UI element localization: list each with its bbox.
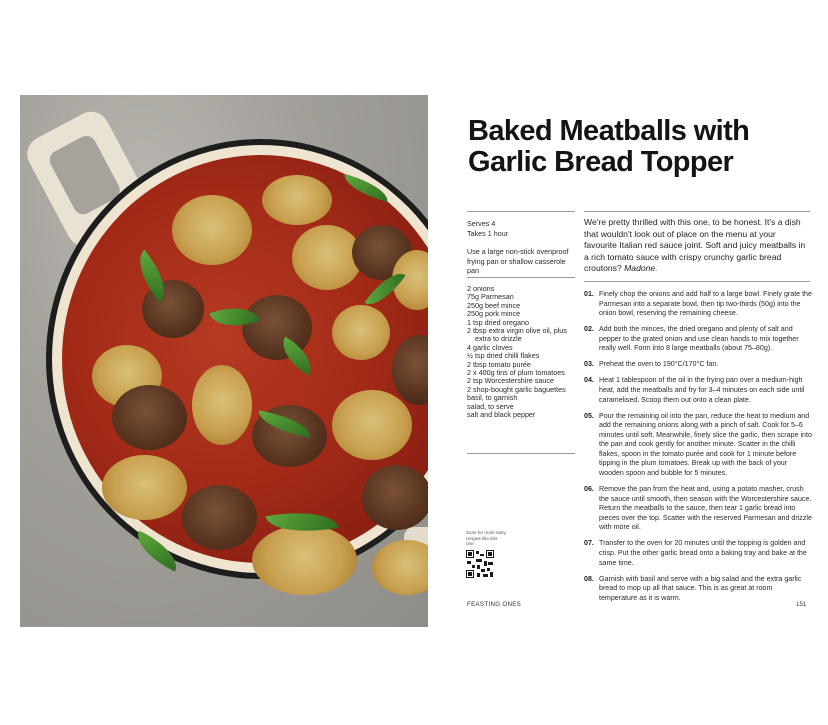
ingredient: 250g beef mince: [467, 300, 521, 310]
serves: Serves 4: [467, 219, 496, 228]
step: [584, 485, 812, 533]
equipment-note: Use a large non-stick ovenproof frying pan or shallow casserole pan: [467, 247, 569, 276]
step-text: Finely chop the onions and add half to a large bowl. Finely grate the Parmesan into a separate bowl, then tip two-thirds (50g) into the onion bowl, reserving the remaining cheese.: [599, 290, 812, 318]
ingredient: 2 tsp Worcestershire sauce: [467, 376, 554, 386]
basil-leaf: [341, 174, 392, 202]
meatball: [392, 335, 428, 405]
ingredient: 250g pork mince: [467, 309, 521, 319]
page-number: 151: [796, 601, 807, 608]
step: [584, 360, 812, 370]
ingredient: 2 tbsp extra virgin olive oil, plus extra to drizzle: [467, 326, 567, 344]
garlic-bread: [102, 455, 187, 520]
meatball: [182, 485, 257, 550]
meatball: [362, 465, 428, 530]
ingredient: salt and black pepper: [467, 410, 536, 420]
step-text: Pour the remaining oil into the pan, reduce the heat to medium and add the remaining onions along with a pinch of salt. Cook for 5–6 minutes until soft. Meanwhile, finely slice the garlic, then scrape into the pan and cook gently for another minute. Scatter in the chilli flakes, spoon in the tomato purée and cook for 1 minute before tipping in the plum tomatoes. Break up with the back of your wooden spoon and bubble for 5 minutes.: [599, 411, 812, 478]
step-number: 07.: [584, 539, 594, 548]
recipe-intro: [584, 217, 810, 275]
section-name: FEASTING ONES: [467, 601, 522, 608]
garlic-bread: [252, 525, 357, 595]
step-number: 03.: [584, 360, 594, 369]
recipe-title: [468, 116, 820, 178]
step-number: 06.: [584, 485, 594, 494]
meatball: [112, 385, 187, 450]
step-number: 01.: [584, 290, 594, 298]
step: [584, 575, 812, 604]
step: [584, 325, 812, 354]
intro-text: We're pretty thrilled with this one, to be honest. It's a dish that wouldn't look out of place on the menu at your favourite Italian red sauce joint. Soft and juicy meatballs in a rich tomato sauce with crispy crunchy garlic bread croutons?: [584, 217, 806, 274]
step-text: Garnish with basil and serve with a big salad and the extra garlic bread to mop up all that sauce. This is as great at room temperature as it is warm.: [599, 574, 802, 602]
ingredient: 2 x 400g tins of plum tomatoes: [467, 368, 565, 378]
qr-code-icon[interactable]: [466, 550, 494, 578]
step-text: Heat 1 tablespoon of the oil in the frying pan over a medium-high heat, add the meatballs and fry for 3–4 minutes on each side until caramelised. Scoop them out onto a clean plate.: [599, 376, 805, 404]
step-text: Transfer to the oven for 20 minutes until the topping is golden and crisp. Put the other garlic bread onto a baking tray and bake at the same time.: [599, 539, 807, 567]
method-steps: [584, 290, 812, 610]
ingredient: ½ tsp dried chilli flakes: [467, 351, 540, 361]
divider: [584, 281, 810, 282]
ingredient: 1 tsp dried oregano: [467, 317, 529, 327]
step-number: 08.: [584, 574, 594, 583]
ingredient: 2 onions: [467, 284, 495, 293]
title-line-1: Baked Meatballs with: [468, 115, 750, 147]
recipe-meta: [467, 219, 579, 276]
step-text: Add both the minces, the dried oregano and plenty of salt and pepper to the grated onion and use clean hands to mix together really well. Form into 8 large meatballs (about 75–80g).: [599, 325, 799, 353]
step: [584, 376, 812, 405]
ingredient: 2 tbsp tomato purée: [467, 359, 531, 369]
cook-time: Takes 1 hour: [467, 228, 509, 238]
ingredient: salad, to serve: [467, 401, 514, 411]
basil-leaf: [130, 530, 185, 571]
divider: [467, 211, 575, 212]
garlic-bread: [192, 365, 252, 445]
divider: [467, 277, 575, 278]
step-text: Preheat the oven to 190°C/170°C fan.: [599, 360, 719, 369]
garlic-bread: [172, 195, 252, 265]
ingredient: 4 garlic cloves: [467, 342, 513, 352]
divider: [467, 453, 575, 454]
ingredient: 75g Parmesan: [467, 292, 514, 302]
step-text: Remove the pan from the heat and, using a potato masher, crush the sauce until smooth, then season with the Worcestershire sauce. Return the meatballs to the sauce, then tear 1 garlic bread into pieces over the top. Scatter with the reserved Parmesan and drizzle with more oil.: [599, 485, 812, 532]
garlic-bread: [262, 175, 332, 225]
step-number: 02.: [584, 325, 594, 334]
ingredient: basil, to garnish: [467, 393, 518, 403]
step: [584, 290, 812, 319]
ingredients-list: [467, 285, 579, 420]
divider: [584, 211, 810, 212]
step-number: 04.: [584, 376, 594, 385]
ingredient: 2 shop-bought garlic baguettes: [467, 384, 566, 394]
garlic-bread: [332, 390, 412, 460]
intro-emphasis: Madone.: [624, 263, 658, 274]
step: [584, 412, 812, 479]
step: [584, 539, 812, 568]
title-line-2: Garlic Bread Topper: [468, 146, 734, 178]
garlic-bread: [332, 305, 390, 360]
recipe-photo: [20, 95, 428, 627]
qr-caption: Scan for more tasty recipes like this one: [466, 530, 506, 547]
tomato-sauce: [62, 155, 428, 563]
step-number: 05.: [584, 411, 594, 420]
garlic-bread: [292, 225, 362, 290]
garlic-bread: [372, 540, 428, 595]
